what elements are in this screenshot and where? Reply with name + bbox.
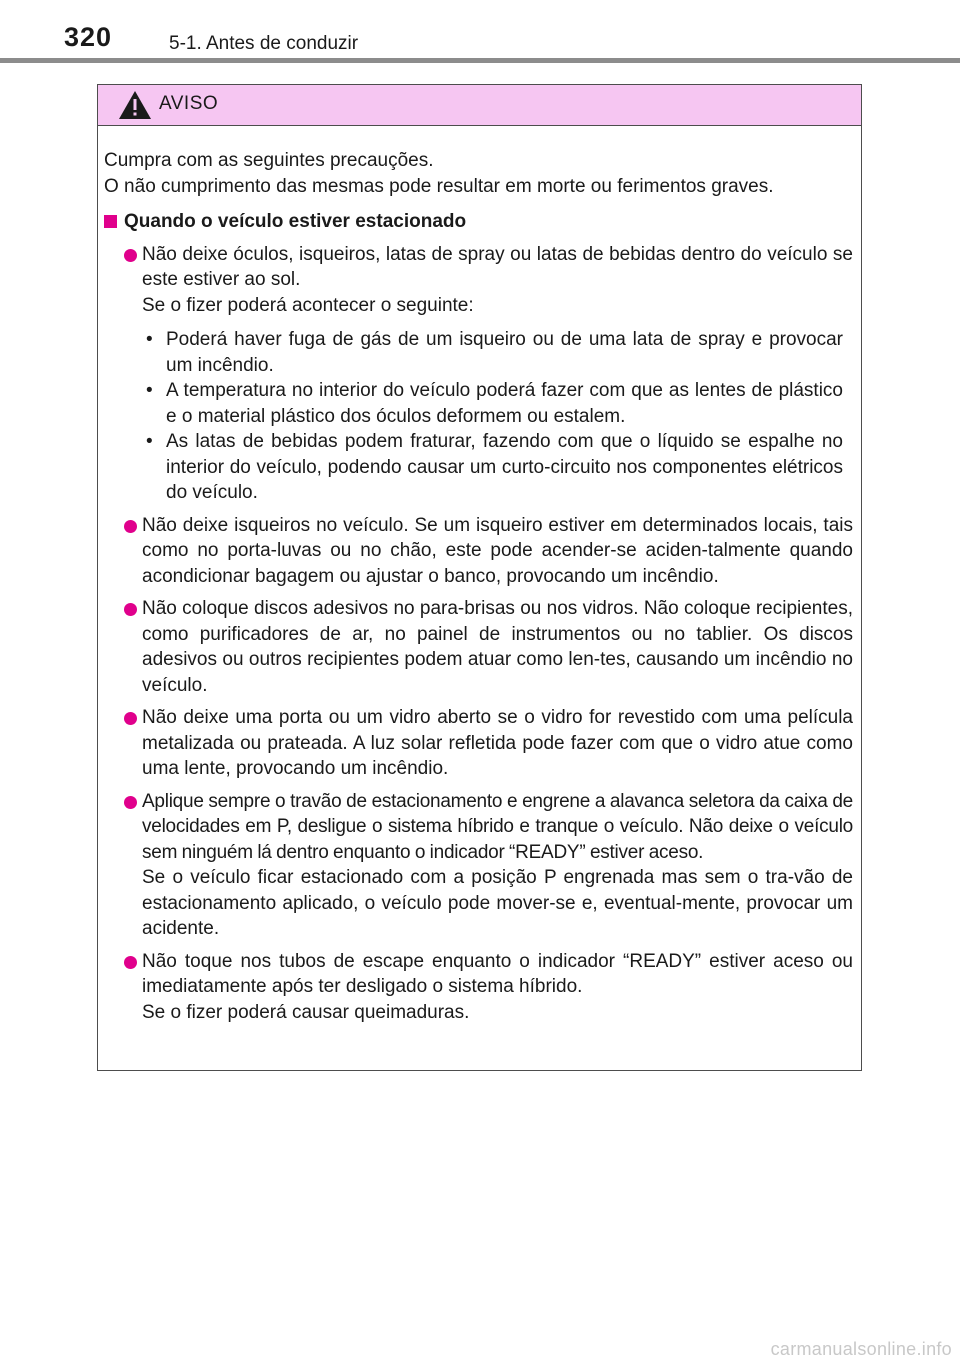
item-paragraph: Não deixe uma porta ou um vidro aberto se o vidro for revestido com uma película metalizada ou prateada. A luz solar refletida pode fazer com que o vidro atue como uma lente, provocando um incêndio.: [142, 707, 853, 779]
page-number: 320: [64, 22, 113, 52]
bullet-dot-icon: [124, 956, 137, 969]
section-title: 5-1. Antes de conduzir: [169, 33, 359, 54]
item-paragraph: Não deixe isqueiros no veículo. Se um isqueiro estiver em determinados locais, tais como no porta-luvas ou no chão, este pode acender-se aciden-talmente quando acondicionar bagagem ou ajustar o banco, provocando um incêndio.: [142, 514, 853, 587]
bullet-dot-icon: [124, 796, 137, 809]
bullet-dot-icon: [124, 712, 137, 725]
warning-header: [98, 85, 861, 126]
sub-list-item: • Poderá haver fuga de gás de um isqueiro ou de uma lata de spray e provocar um incêndio.: [142, 327, 843, 378]
header-rule: [0, 58, 960, 63]
footer-watermark: carmanualsonline.info: [770, 1339, 952, 1359]
list-item: [104, 596, 853, 698]
warning-label: AVISO: [159, 93, 219, 114]
list-item: [104, 949, 853, 1026]
item-paragraph: Não coloque discos adesivos no para-brisas ou nos vidros. Não coloque recipientes, como purificadores de ar, no painel de instrumentos ou no tablier. Os discos adesivos ou outros recipientes podem atuar como len-tes, causando um incêndio no veículo.: [142, 598, 853, 696]
list-item: [104, 513, 853, 590]
sub-list-item: • A temperatura no interior do veículo poderá fazer com que as lentes de plástico e o material plástico dos óculos deformem ou estalem.: [142, 378, 843, 429]
item-paragraph: Se o fizer poderá acontecer o seguinte:: [142, 294, 474, 316]
warning-box: [97, 84, 862, 1071]
bullet-dot-icon: [124, 520, 137, 533]
list-item: [104, 242, 853, 506]
intro-line: Cumpra com as seguintes precauções.: [104, 150, 434, 171]
list-item: [104, 789, 853, 942]
list-item: [104, 705, 853, 782]
bullet-dot-icon: [124, 603, 137, 616]
bullet-dot-icon: [124, 249, 137, 262]
item-paragraph: Não deixe óculos, isqueiros, latas de spray ou latas de bebidas dentro do veículo se este estiver ao sol.: [142, 243, 853, 290]
page-header: [0, 0, 960, 60]
item-paragraph: Não toque nos tubos de escape enquanto o indicador “READY” estiver aceso ou imediatamente após ter desligado o sistema híbrido.: [142, 950, 853, 997]
item-paragraph: Se o veículo ficar estacionado com a posição P engrenada mas sem o tra-vão de estacionamento aplicado, o veículo pode mover-se e, eventual-mente, provocar um acidente.: [142, 867, 853, 939]
sub-list: [142, 327, 843, 506]
intro-line: O não cumprimento das mesmas pode resultar em morte ou ferimentos graves.: [104, 175, 774, 197]
section-heading: [104, 209, 853, 235]
section-heading-text: Quando o veículo estiver estacionado: [124, 211, 467, 232]
square-bullet-icon: [104, 215, 117, 228]
item-paragraph: Se o fizer poderá causar queimaduras.: [142, 1001, 470, 1023]
warning-triangle-icon: [118, 90, 152, 120]
sub-list-item: • As latas de bebidas podem fraturar, fazendo com que o líquido se espalhe no interior do veículo, podendo causar um curto-circuito nos componentes elétricos do veículo.: [142, 429, 843, 506]
item-paragraph: Aplique sempre o travão de estacionamento e engrene a alavanca seletora da caixa de velocidades em P, desligue o sistema híbrido e tranque o veículo. Não deixe o veículo sem ninguém lá dentro enquanto o indicador “READY” estiver aceso.: [142, 790, 853, 863]
warning-body: [98, 126, 861, 1025]
